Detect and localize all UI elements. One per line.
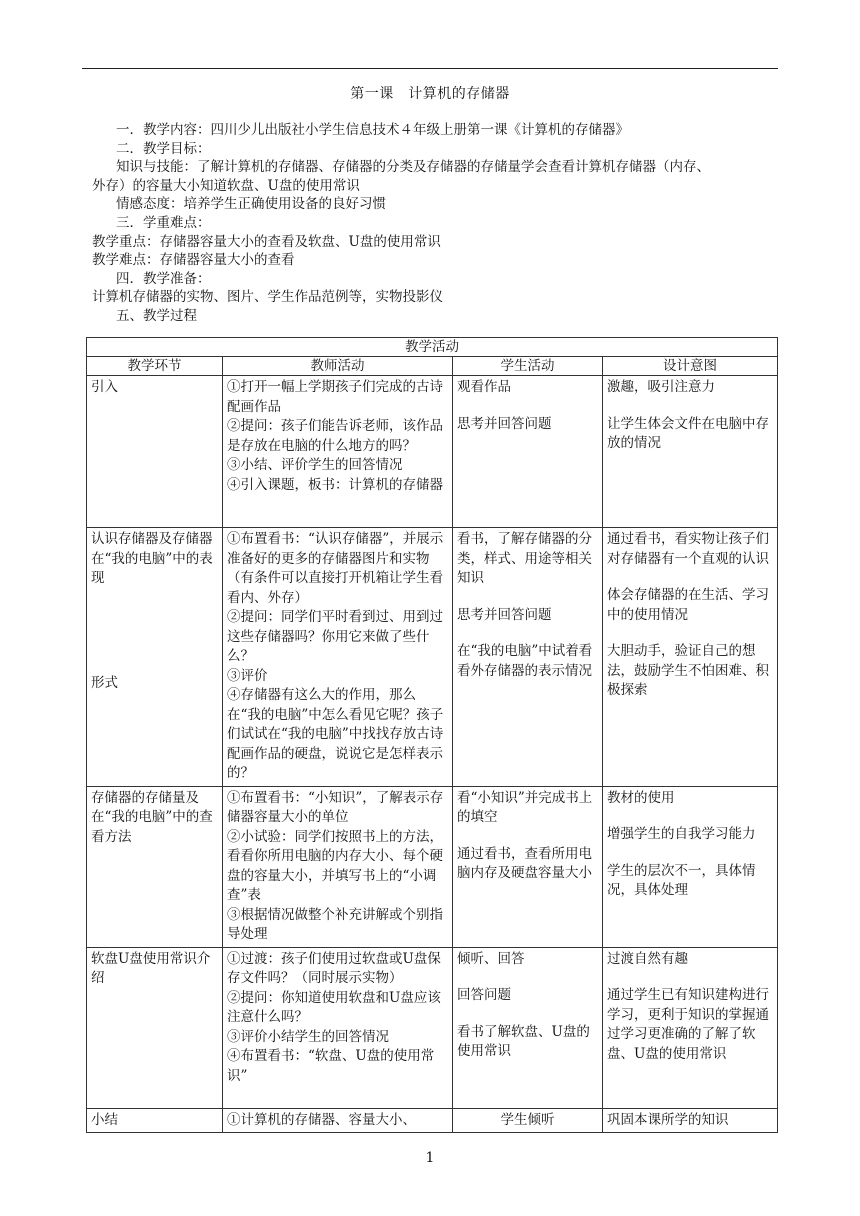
student-text bbox=[457, 828, 598, 845]
intent-text: 增强学生的自我学习能力 bbox=[607, 826, 756, 842]
teacher-cell bbox=[223, 376, 453, 528]
intent-cell bbox=[603, 376, 778, 528]
intent-text: 过渡自然有趣 bbox=[607, 950, 688, 967]
student-text: 看书了解软盘、U盘的使用常识 bbox=[457, 1023, 590, 1059]
intro-line: 二．教学目标： bbox=[116, 140, 211, 157]
table-header-row bbox=[87, 357, 778, 376]
intent-text: 让学生体会文件在电脑中存放的情况 bbox=[607, 415, 769, 451]
student-text: 看“小知识”并完成书上的填空 bbox=[457, 789, 593, 825]
intro-line: 计算机存储器的实物、图片、学生作品范例等，实物投影仪 bbox=[92, 289, 443, 306]
stage-text: 小结 bbox=[91, 1111, 118, 1128]
intro-line: 情感态度：培养学生正确使用设备的良好习惯 bbox=[116, 196, 386, 213]
table-row bbox=[87, 786, 778, 947]
student-text: 通过看书，查看所用电脑内存及硬盘容量大小 bbox=[457, 845, 592, 881]
teacher-text: ②提问：孩子们能告诉老师，该作品是存放在电脑的什么地方的吗？ bbox=[227, 418, 443, 454]
intro-line: 三．学重难点： bbox=[116, 214, 211, 231]
intent-cell bbox=[603, 947, 778, 1108]
stage-text: 引入 bbox=[91, 379, 118, 395]
teacher-text: ③小结、评价学生的回答情况 bbox=[227, 457, 403, 473]
intent-text: 激趣，吸引注意力 bbox=[607, 379, 715, 395]
header-rule bbox=[82, 68, 778, 69]
student-cell bbox=[453, 376, 603, 528]
stage-text: 存储器的存储量及在“我的电脑”中的查看方法 bbox=[91, 789, 213, 845]
student-text bbox=[457, 625, 598, 642]
teacher-text: ①布置看书：“小知识”，了解表示存储器容量大小的单位 bbox=[227, 789, 444, 825]
teacher-text: ②提问：你知道使用软盘和U盘应该注意什么吗？ bbox=[227, 989, 441, 1025]
intent-text: 通过看书，看实物让孩子们对存储器有一个直观的认识 bbox=[607, 531, 769, 567]
student-text bbox=[457, 969, 598, 986]
intro-line: 一．教学内容：四川少儿出版社小学生信息技术４年级上册第一课《计算机的存储器》 bbox=[116, 122, 629, 138]
intro-line: 教学重点：存储器容量大小的查看及软盘、U盘的使用常识 bbox=[92, 233, 441, 250]
teacher-cell bbox=[223, 528, 453, 787]
teacher-text: ④引入课题，板书：计算机的存储器 bbox=[227, 476, 443, 493]
table-row bbox=[87, 947, 778, 1108]
intent-cell bbox=[603, 1108, 778, 1133]
intent-text: 教材的使用 bbox=[607, 789, 675, 806]
intent-cell bbox=[603, 528, 778, 787]
student-text: 回答问题 bbox=[457, 987, 511, 1003]
table-row bbox=[87, 1108, 778, 1133]
stage-text bbox=[91, 657, 218, 674]
table-row bbox=[87, 528, 778, 787]
stage-text: 形式 bbox=[91, 674, 118, 691]
teacher-cell bbox=[223, 947, 453, 1108]
student-text bbox=[457, 1006, 598, 1023]
student-text: 思考并回答问题 bbox=[457, 606, 552, 623]
teacher-text: ①布置看书：“认识存储器”，并展示准备好的更多的存储器图片和实物（有条件可以直接打开机箱让学生看看内、外存） bbox=[227, 531, 444, 606]
teacher-cell bbox=[223, 786, 453, 947]
stage-text bbox=[91, 623, 218, 640]
stage-text bbox=[91, 640, 218, 657]
student-cell bbox=[453, 528, 603, 787]
teacher-text: ④存储器有这么大的作用，那么在“我的电脑”中怎么看见它呢？孩子们试试在“我的电脑”中找找存放古诗配画作品的硬盘，说说它是怎样表示的？ bbox=[227, 687, 444, 781]
teacher-text: ④布置看书：“软盘、U盘的使用常识” bbox=[227, 1048, 435, 1084]
teacher-text: ①计算机的存储器、容量大小、 bbox=[227, 1111, 416, 1128]
stage-text bbox=[91, 606, 218, 623]
intro-line: 知识与技能：了解计算机的存储器、存储器的分类及存储器的存储量学会查看计算机存储器（内存、 bbox=[116, 159, 710, 176]
stage-text: 认识存储器及存储器在“我的电脑”中的表现 bbox=[91, 531, 213, 586]
intent-text: 巩固本课所学的知识 bbox=[607, 1111, 729, 1128]
table-caption-row bbox=[87, 338, 778, 357]
intent-text: 通过学生已有知识建构进行学习，更利于知识的掌握通过学习更准确的了解了软盘、U盘的使用常识 bbox=[607, 987, 769, 1062]
intent-cell bbox=[603, 786, 778, 947]
intent-text bbox=[607, 845, 773, 862]
intent-text bbox=[607, 398, 773, 415]
stage-text bbox=[91, 589, 218, 606]
student-text bbox=[457, 589, 598, 606]
student-text: 学生倾听 bbox=[500, 1111, 555, 1128]
header-teacher: 教师活动 bbox=[223, 357, 453, 376]
intro-line: 教学难点：存储器容量大小的查看 bbox=[92, 252, 295, 269]
student-text bbox=[457, 398, 598, 415]
stage-cell bbox=[87, 376, 223, 528]
intro-line: 五、教学过程 bbox=[116, 307, 197, 324]
student-text: 倾听、回答 bbox=[457, 950, 525, 967]
intent-text: 学生的层次不一，具体情况，具体处理 bbox=[607, 862, 756, 898]
stage-cell bbox=[87, 786, 223, 947]
intent-text: 体会存储器的在生活、学习中的使用情况 bbox=[607, 587, 769, 623]
intro-line: 外存）的容量大小知道软盘、U盘的使用常识 bbox=[92, 177, 360, 194]
teacher-text: ③评价小结学生的回答情况 bbox=[227, 1028, 389, 1045]
student-text: 观看作品 bbox=[457, 379, 511, 395]
student-cell bbox=[453, 1108, 603, 1133]
teacher-text: ③评价 bbox=[227, 667, 268, 684]
teacher-text: ③根据情况做整个补充讲解或个别指导处理 bbox=[227, 906, 443, 942]
header-stage: 教学环节 bbox=[87, 357, 223, 376]
page-title: 第一课 计算机的存储器 bbox=[350, 86, 510, 102]
student-text: 在“我的电脑”中试着看看外存储器的表示情况 bbox=[457, 643, 593, 679]
intent-text bbox=[607, 969, 773, 986]
stage-text: 软盘U盘使用常识介绍 bbox=[91, 950, 211, 986]
teacher-text: ①打开一幅上学期孩子们完成的古诗配画作品 bbox=[227, 379, 443, 415]
student-text: 看书，了解存储器的分类，样式、用途等相关知识 bbox=[457, 531, 592, 586]
teacher-text: ②提问：同学们平时看到过、用到过这些存储器吗？你用它来做了些什么？ bbox=[227, 609, 443, 664]
intent-text bbox=[607, 808, 773, 825]
header-student: 学生活动 bbox=[453, 357, 603, 376]
student-text: 思考并回答问题 bbox=[457, 415, 552, 432]
header-intent: 设计意图 bbox=[603, 357, 778, 376]
intro-line: 四．教学准备： bbox=[116, 270, 211, 287]
teacher-text: ②小试验：同学们按照书上的方法，看看你所用电脑的内存大小、每个硬盘的容量大小，并填写书上的“小调查”表 bbox=[227, 828, 443, 903]
student-cell bbox=[453, 947, 603, 1108]
page-number: 1 bbox=[425, 1150, 435, 1166]
student-cell bbox=[453, 786, 603, 947]
stage-cell bbox=[87, 947, 223, 1108]
intent-text: 大胆动手，验证自己的想法，鼓励学生不怕困难、积极探索 bbox=[607, 643, 769, 698]
table-row bbox=[87, 376, 778, 528]
intent-text bbox=[607, 625, 773, 642]
table-caption: 教学活动 bbox=[87, 338, 778, 357]
intro-section bbox=[92, 121, 782, 326]
lesson-table bbox=[86, 337, 778, 1133]
stage-cell bbox=[87, 1108, 223, 1133]
intent-text bbox=[607, 569, 773, 586]
teacher-text: ①过渡：孩子们使用过软盘或U盘保存文件吗？（同时展示实物） bbox=[227, 950, 441, 986]
stage-cell bbox=[87, 528, 223, 787]
teacher-cell bbox=[223, 1108, 453, 1133]
